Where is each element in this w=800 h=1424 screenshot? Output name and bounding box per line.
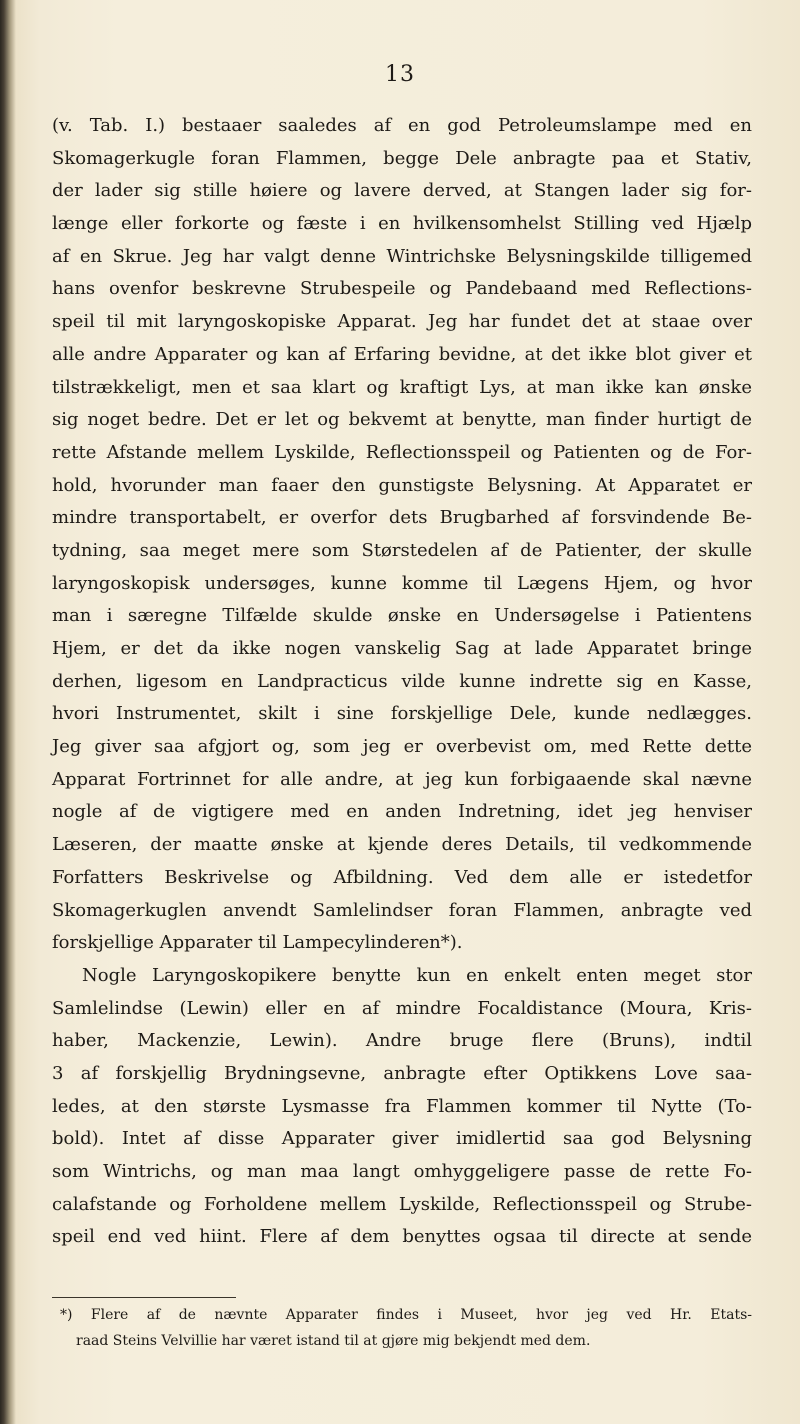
text-line: man i særegne Tilfælde skulde ønske en Undersøgelse i Patientens <box>52 605 752 627</box>
footnote <box>60 1302 752 1354</box>
text-line: alle andre Apparater og kan af Erfaring bevidne, at det ikke blot giver et <box>52 343 752 365</box>
text-line: bold). Intet af disse Apparater giver imidlertid saa god Belysning <box>52 1128 752 1150</box>
footnote-line: *) Flere af de nævnte Apparater findes i Museet, hvor jeg ved Hr. Etats- <box>60 1307 752 1323</box>
text-line: hvori Instrumentet, skilt i sine forskjellige Dele, kunde nedlægges. <box>52 703 752 725</box>
text-line: hans ovenfor beskrevne Strubespeile og Pandebaand med Reflections- <box>52 278 752 300</box>
text-line: forskjellige Apparater til Lampecylinderen*). <box>52 932 463 954</box>
text-line: mindre transportabelt, er overfor dets Brugbarhed af forsvindende Be- <box>52 507 752 529</box>
text-line: calafstande og Forholdene mellem Lyskilde, Reflectionsspeil og Strube- <box>52 1193 752 1215</box>
book-binding-edge <box>0 0 16 1424</box>
text-line: længe eller forkorte og fæste i en hvilkensomhelst Stilling ved Hjælp <box>52 213 752 235</box>
text-line: som Wintrichs, og man maa langt omhyggeligere passe de rette Fo- <box>52 1161 752 1182</box>
text-line: speil til mit laryngoskopiske Apparat. Jeg har fundet det at staae over <box>52 311 752 333</box>
text-line: Nogle Laryngoskopikere benytte kun en enkelt enten meget stor <box>82 964 752 986</box>
text-line: (v. Tab. I.) bestaaer saaledes af en god Petroleumslampe med en <box>52 115 752 136</box>
text-line: Forfatters Beskrivelse og Afbildning. Ved dem alle er istedetfor <box>52 866 752 888</box>
text-line: nogle af de vigtigere med en anden Indretning, idet jeg henviser <box>52 801 752 823</box>
text-line: rette Afstande mellem Lyskilde, Reflectionsspeil og Patienten og de For- <box>52 441 752 463</box>
text-line: hold, hvorunder man faaer den gunstigste Belysning. At Apparatet er <box>52 474 752 496</box>
text-line: Skomagerkuglen anvendt Samlelindser foran Flammen, anbragte ved <box>52 899 752 921</box>
text-line: Skomagerkugle foran Flammen, begge Dele anbragte paa et Stativ, <box>52 147 752 169</box>
body-text <box>52 110 752 1254</box>
text-line: ledes, at den største Lysmasse fra Flammen kommer til Nytte (To- <box>52 1095 752 1117</box>
page-number: 13 <box>385 62 415 87</box>
text-line: Samlelindse (Lewin) eller en af mindre Focaldistance (Moura, Kris- <box>52 997 752 1019</box>
text-line: Læseren, der maatte ønske at kjende deres Details, til vedkommende <box>52 834 752 856</box>
text-line: tydning, saa meget mere som Størstedelen af de Patienter, der skulle <box>52 539 752 561</box>
text-line: laryngoskopisk undersøges, kunne komme til Lægens Hjem, og hvor <box>52 572 752 594</box>
text-line: 3 af forskjellig Brydningsevne, anbragte efter Optikkens Love saa- <box>52 1062 752 1084</box>
footnote-divider <box>52 1297 236 1298</box>
footnote-line: raad Steins Velvillie har været istand til at gjøre mig bekjendt med dem. <box>76 1333 591 1349</box>
text-line: Apparat Fortrinnet for alle andre, at jeg kun forbigaaende skal nævne <box>52 768 752 790</box>
text-line: Hjem, er det da ikke nogen vanskelig Sag at lade Apparatet bringe <box>52 638 752 659</box>
text-line: af en Skrue. Jeg har valgt denne Wintrichske Belysningskilde tilligemed <box>52 245 752 267</box>
text-line: Jeg giver saa afgjort og, som jeg er overbevist om, med Rette dette <box>52 736 752 758</box>
text-line: tilstrækkeligt, men et saa klart og kraftigt Lys, at man ikke kan ønske <box>52 376 752 398</box>
text-line: haber, Mackenzie, Lewin). Andre bruge flere (Bruns), indtil <box>52 1030 752 1052</box>
text-line: der lader sig stille høiere og lavere derved, at Stangen lader sig for- <box>52 180 752 202</box>
text-line: derhen, ligesom en Landpracticus vilde kunne indrette sig en Kasse, <box>52 670 752 692</box>
text-line: sig noget bedre. Det er let og bekvemt at benytte, man finder hurtigt de <box>52 409 752 431</box>
text-line: speil end ved hiint. Flere af dem benyttes ogsaa til directe at sende <box>52 1226 752 1248</box>
